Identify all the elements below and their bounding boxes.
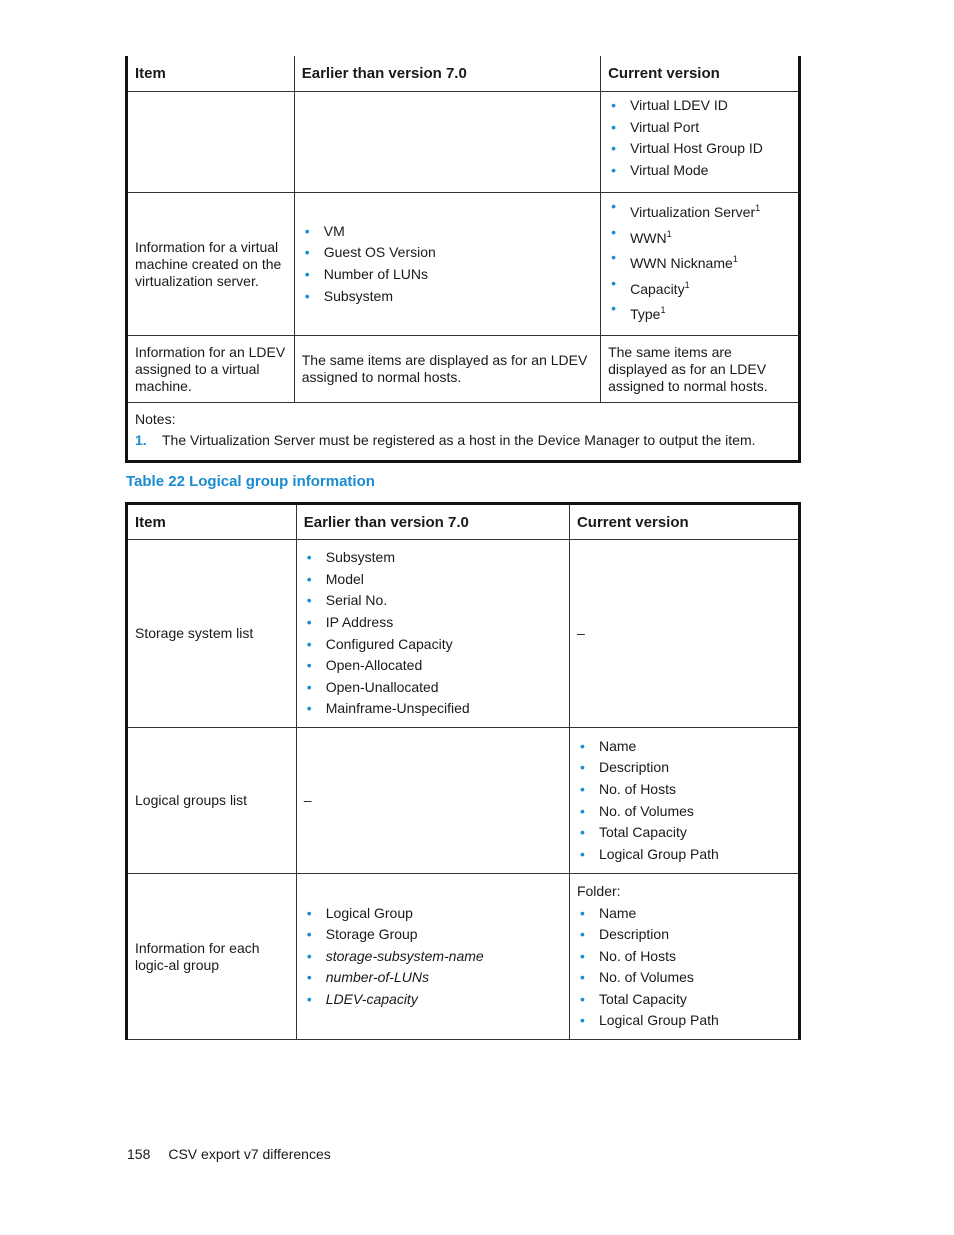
item-cell [127, 92, 295, 193]
list-item: • No. of Volumes [577, 967, 791, 989]
list-item: • Virtualization Server$^1$ [608, 200, 791, 225]
list-item: • Name [577, 736, 791, 758]
list-item: • Logical Group [304, 903, 562, 925]
current-cell [601, 193, 800, 336]
list-item: • Type$^1$ [608, 302, 791, 327]
list-item: • No. of Hosts [577, 946, 791, 968]
list-item: • Number of LUNs [302, 264, 593, 286]
list-item: • Virtual Port [608, 117, 791, 139]
current-cell [601, 92, 800, 193]
footnote-ref: 1 [732, 254, 738, 265]
list-item: • WWN$^1$ [608, 226, 791, 251]
list-item: • Subsystem [302, 286, 593, 308]
footnote-ref: 1 [660, 305, 666, 316]
list-item: • Virtual Host Group ID [608, 138, 791, 160]
item-cell: Information for each logic-al group [127, 874, 297, 1040]
list-item: • Serial No. [304, 590, 562, 612]
list-item: • Total Capacity [577, 989, 791, 1011]
list-item: • storage-subsystem-name [304, 946, 562, 968]
table-row [127, 728, 800, 874]
notes-label: Notes: [135, 411, 176, 427]
list-item: • WWN Nickname$^1$ [608, 251, 791, 276]
footer-section-title: CSV export v7 differences [168, 1146, 331, 1162]
page-number: 158 [127, 1146, 151, 1162]
list-item: • Total Capacity [577, 822, 791, 844]
column-header-earlier: Earlier than version 7.0 [294, 56, 600, 92]
current-cell: – [569, 540, 799, 728]
list-item: • Description [577, 757, 791, 779]
table-row [127, 193, 800, 336]
item-cell: Information for a virtual machine created on the virtualization server. [127, 193, 295, 336]
list-item: • Mainframe-Unspecified [304, 698, 562, 720]
list-item: • No. of Hosts [577, 779, 791, 801]
list-item: • Description [577, 924, 791, 946]
earlier-items-list [302, 221, 593, 307]
footnote-ref: 1 [666, 228, 672, 239]
list-item: • Logical Group Path [577, 1010, 791, 1032]
list-item: • LDEV-capacity [304, 989, 562, 1011]
earlier-cell [294, 92, 600, 193]
table-row [127, 336, 800, 403]
list-item: • Configured Capacity [304, 634, 562, 656]
earlier-cell: The same items are displayed as for an LDEV assigned to normal hosts. [294, 336, 600, 403]
list-item: • VM [302, 221, 593, 243]
current-cell: The same items are displayed as for an LDEV assigned to normal hosts. [601, 336, 800, 403]
footnote-ref: 1 [755, 203, 761, 214]
list-item: • Subsystem [304, 547, 562, 569]
notes-cell [127, 403, 800, 462]
table-caption: Table 22 Logical group information [126, 473, 375, 490]
list-item: • Name [577, 903, 791, 925]
item-cell: Information for an LDEV assigned to a virtual machine. [127, 336, 295, 403]
folder-label: Folder: [576, 882, 621, 899]
virtual-machine-info-table [125, 56, 801, 463]
earlier-cell: – [296, 728, 569, 874]
current-cell [569, 874, 799, 1040]
current-items-list [608, 200, 791, 327]
list-item: • Open-Unallocated [304, 677, 562, 699]
list-item: • Guest OS Version [302, 242, 593, 264]
list-item: • Storage Group [304, 924, 562, 946]
earlier-items-list [304, 903, 562, 1011]
note-item [135, 429, 791, 451]
item-cell: Logical groups list [127, 728, 297, 874]
column-header-current: Current version [601, 56, 800, 92]
list-item: • Logical Group Path [577, 844, 791, 866]
table-header-row [127, 504, 800, 540]
table-header-row [127, 56, 800, 92]
note-text: The Virtualization Server must be registered as a host in the Device Manager to output the item. [162, 432, 756, 448]
list-item: • No. of Volumes [577, 801, 791, 823]
table-row [127, 92, 800, 193]
table-row [127, 540, 800, 728]
note-number: 1. [135, 432, 147, 448]
column-header-current: Current version [569, 504, 799, 540]
earlier-items-list [304, 547, 562, 720]
current-items-list [577, 903, 791, 1033]
list-item: • number-of-LUNs [304, 967, 562, 989]
earlier-cell [294, 193, 600, 336]
list-item: • IP Address [304, 612, 562, 634]
list-item: • Virtual Mode [608, 160, 791, 182]
page-footer [127, 1144, 331, 1164]
notes-row [127, 403, 800, 462]
list-item: • Virtual LDEV ID [608, 95, 791, 117]
list-item: • Model [304, 569, 562, 591]
earlier-cell [296, 874, 569, 1040]
column-header-earlier: Earlier than version 7.0 [296, 504, 569, 540]
list-item: • Open-Allocated [304, 655, 562, 677]
item-cell: Storage system list [127, 540, 297, 728]
footnote-ref: 1 [684, 279, 690, 290]
column-header-item: Item [127, 56, 295, 92]
logical-group-info-table [125, 502, 801, 1040]
table-row [127, 874, 800, 1040]
current-cell [569, 728, 799, 874]
earlier-cell [296, 540, 569, 728]
column-header-item: Item [127, 504, 297, 540]
current-items-list [608, 95, 791, 181]
current-items-list [577, 736, 791, 866]
list-item: • Capacity$^1$ [608, 277, 791, 302]
